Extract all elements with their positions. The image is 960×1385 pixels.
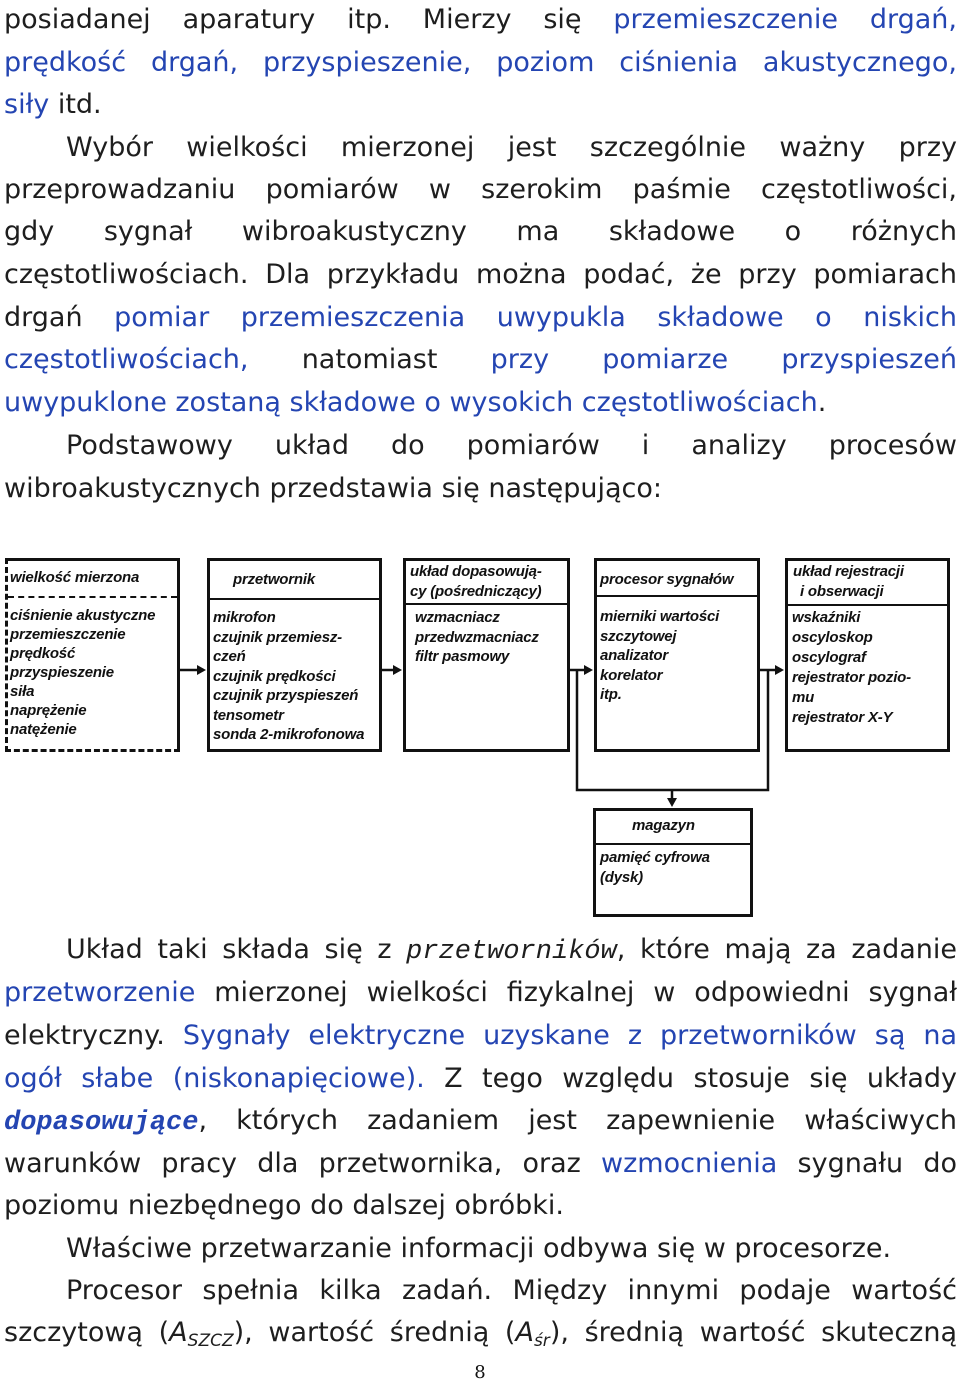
box-title: i obserwacji — [800, 582, 884, 600]
highlighted-text-segment: uwypuklone zostaną składowe o wysokich częstotliwościach — [4, 387, 818, 418]
box-item: czujnik przemiesz- — [213, 628, 342, 646]
box-item: czeń — [213, 648, 246, 665]
box-item: mu — [792, 689, 815, 706]
highlighted-text-segment: siły — [4, 89, 50, 120]
text-line — [4, 298, 957, 338]
box-item: czujnik przyspieszeń — [213, 687, 359, 704]
box-title: przetwornik — [233, 571, 315, 588]
text-line — [4, 43, 957, 83]
text-line — [4, 85, 957, 125]
box-header — [788, 561, 947, 606]
box-item: siła — [10, 683, 35, 700]
text-line — [4, 1059, 957, 1099]
text-segment: itd. — [49, 89, 102, 120]
box-item: oscylograf — [792, 649, 866, 666]
box-item: natężenie — [10, 721, 77, 738]
box-item: rejestrator pozio- — [792, 669, 911, 686]
box-title: układ rejestracji — [793, 563, 904, 580]
text-segment: mierzonej wielkości fizykalnej w odpowiedni sygnał — [195, 977, 957, 1008]
box-item: wskaźniki — [792, 609, 861, 626]
box-item: mikrofon — [213, 609, 276, 626]
box-item: analizator — [600, 647, 669, 664]
box-title: cy (pośredniczący) — [410, 582, 542, 600]
arrowhead-conditioner-to-processor — [584, 665, 593, 675]
text-segment: gdy sygnał wibroakustyczny ma składowe o różnych — [4, 216, 957, 247]
text-line — [4, 973, 957, 1013]
text-segment: Układ taki składa się z — [66, 934, 407, 965]
box-item: naprężenie — [10, 702, 87, 719]
box-items — [597, 597, 757, 705]
box-header — [596, 811, 750, 845]
box-title: magazyn — [632, 817, 695, 834]
highlighted-text-segment: ogół słabe (niskonapięciowe). — [4, 1063, 425, 1094]
box-item: szczytowej — [600, 627, 677, 645]
box-title: wielkość mierzona — [10, 569, 140, 586]
box-item: wzmacniacz — [415, 609, 500, 626]
box-items — [596, 845, 750, 888]
text-segment: . — [817, 387, 827, 418]
box-header — [210, 561, 379, 600]
text-segment: wibroakustycznych przedstawia się następująco: — [4, 473, 663, 504]
text-segment: drgań — [4, 302, 115, 333]
box-item: przemieszczenie — [10, 626, 126, 643]
text-segment: , które mają za zadanie — [616, 934, 957, 965]
text-segment: ), średnią wartość skuteczną — [549, 1317, 957, 1348]
box-header — [597, 561, 757, 597]
symbol-subscript: śr — [533, 1331, 550, 1351]
text-segment: Procesor spełnia kilka zadań. Między innymi podaje wartość — [66, 1275, 957, 1306]
box-items — [406, 605, 567, 667]
box-title: układ dopasowują- — [410, 563, 542, 580]
symbol: A — [515, 1317, 534, 1348]
box-item: przyspieszenie — [10, 664, 114, 681]
text-segment: Właściwe przetwarzanie informacji odbywa się w procesorze. — [66, 1233, 892, 1264]
text-line — [4, 1101, 957, 1141]
box-items — [8, 598, 177, 739]
box-item: sonda 2-mikrofonowa — [213, 726, 365, 743]
highlighted-text-segment: przemieszczenie drgań, — [613, 4, 957, 35]
highlighted-text-segment: przetworzenie — [4, 977, 196, 1008]
text-segment: sygnału do — [777, 1148, 957, 1179]
arrowhead-transducer-to-conditioner — [393, 665, 402, 675]
text-segment: posiadanej aparatury itp. Mierzy się — [4, 4, 614, 35]
text-line — [4, 1016, 957, 1056]
text-line — [4, 1144, 957, 1184]
text-segment: poziomu niezbędnego do dalszej obróbki. — [4, 1190, 564, 1221]
symbol: A — [169, 1317, 188, 1348]
box-item: filtr pasmowy — [415, 648, 510, 665]
text-line — [4, 469, 957, 509]
box-item: mierniki wartości — [600, 608, 720, 625]
emphasized-term: dopasowujące — [4, 1108, 199, 1138]
text-line — [4, 170, 957, 210]
highlighted-text-segment: Sygnały elektryczne uzyskane z przetworników są na — [182, 1020, 957, 1051]
text-line — [4, 1186, 957, 1226]
text-line — [4, 212, 957, 252]
text-segment: przeprowadzaniu pomiarów w szerokim paśmie częstotliwości, — [4, 174, 957, 205]
arrowhead-processor-to-recorder — [775, 665, 784, 675]
box-recording-observation — [785, 558, 950, 752]
box-item: korelator — [600, 666, 663, 684]
text-segment: Podstawowy układ do pomiarów i analizy procesów — [66, 430, 957, 461]
text-line — [66, 930, 957, 970]
box-item: itp. — [600, 686, 622, 703]
highlighted-text-segment: wzmocnienia — [601, 1148, 778, 1179]
box-items — [210, 600, 379, 745]
symbol-subscript: SZCZ — [187, 1331, 234, 1351]
text-line — [4, 340, 957, 380]
text-line — [66, 128, 957, 168]
box-item: prędkość — [10, 645, 76, 662]
text-line — [66, 426, 957, 466]
text-segment: Z tego względu stosuje się układy — [424, 1063, 957, 1094]
box-signal-processor — [594, 558, 760, 752]
text-segment: elektryczny. — [4, 1020, 183, 1051]
text-line — [66, 1229, 957, 1269]
highlighted-text-segment: częstotliwościach, — [4, 344, 249, 375]
box-item: oscyloskop — [792, 629, 873, 646]
box-items — [788, 606, 947, 728]
highlighted-text-segment: prędkość drgań, przyspieszenie, poziom ciśnienia akustycznego, — [4, 47, 957, 78]
box-item: przedwzmacniacz — [415, 628, 539, 646]
box-header — [8, 561, 177, 598]
box-item: tensometr — [213, 706, 284, 724]
box-item: czujnik prędkości — [213, 667, 336, 685]
page-number: 8 — [474, 1362, 486, 1383]
text-segment: szczytową ( — [4, 1317, 170, 1348]
box-item: rejestrator X-Y — [792, 709, 893, 726]
box-conditioning-circuit — [403, 558, 570, 752]
box-measured-quantity — [5, 558, 180, 752]
text-segment: warunków pracy dla przetwornika, oraz — [4, 1148, 602, 1179]
text-line — [66, 1271, 957, 1311]
box-item: (dysk) — [600, 869, 643, 886]
box-storage — [593, 808, 753, 917]
box-transducer — [207, 558, 382, 752]
text-segment: Wybór wielkości mierzonej jest szczególnie ważny przy — [66, 132, 957, 163]
text-line — [4, 0, 957, 40]
text-segment: natomiast — [248, 344, 491, 375]
text-segment: częstotliwościach. Dla przykładu można podać, że przy pomiarach — [4, 259, 957, 290]
arrowhead-to-store — [667, 798, 677, 807]
box-title: procesor sygnałów — [600, 571, 734, 588]
text-line — [4, 383, 957, 423]
arrowhead-quantity-to-transducer — [197, 665, 206, 675]
text-line — [4, 255, 957, 295]
highlighted-text-segment: pomiar przemieszczenia uwypukla składowe o niskich — [114, 302, 957, 333]
italic-term: przetworników — [406, 937, 617, 967]
text-segment: ), wartość średnią ( — [233, 1317, 516, 1348]
box-item: ciśnienie akustyczne — [10, 607, 156, 624]
box-header — [406, 561, 567, 605]
text-line — [4, 1313, 957, 1353]
text-segment: , których zadaniem jest zapewnienie właściwych — [198, 1105, 957, 1136]
box-item: pamięć cyfrowa — [600, 849, 710, 866]
highlighted-text-segment: przy pomiarze przyspieszeń — [490, 344, 957, 375]
